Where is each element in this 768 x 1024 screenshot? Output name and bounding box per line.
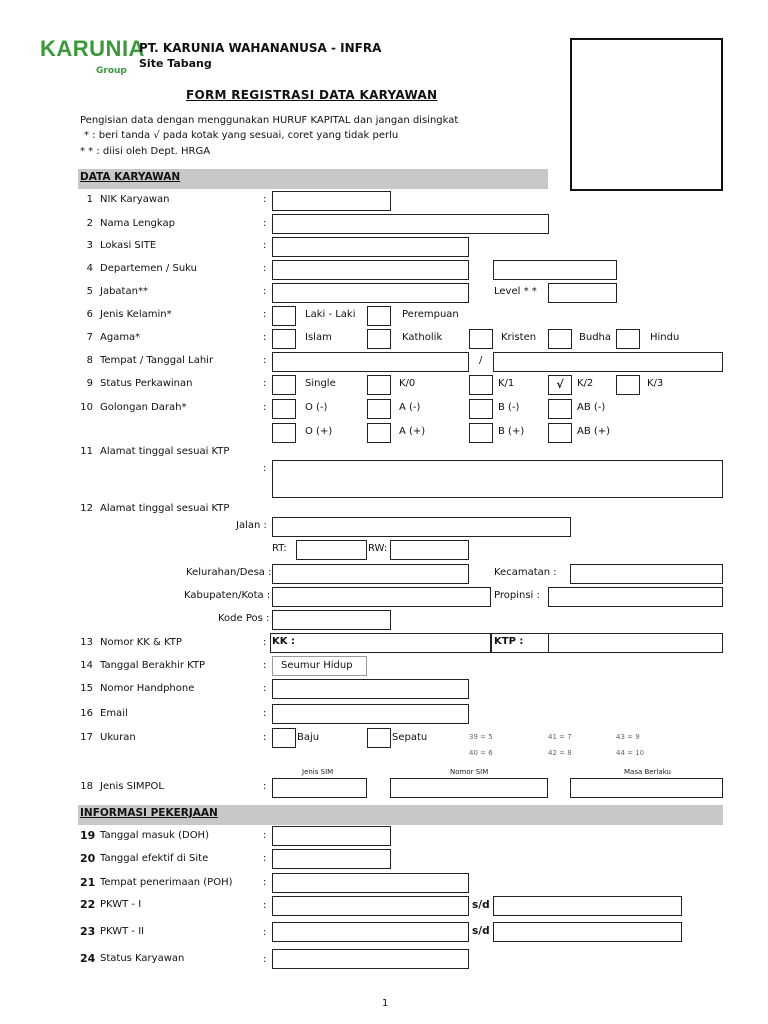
row-number: 8: [86, 355, 93, 366]
checkbox-kristen[interactable]: [469, 329, 493, 349]
size-ref: 42 = 8: [548, 749, 572, 757]
colon: :: [263, 402, 267, 413]
jabatan-input[interactable]: [272, 283, 469, 303]
colon: :: [263, 286, 267, 297]
divider: [548, 633, 549, 653]
label-sd: s/d: [472, 899, 490, 911]
checkbox-k0[interactable]: [367, 375, 391, 395]
checkbox-hindu[interactable]: [616, 329, 640, 349]
label-kabupaten: Kabupaten/Kota :: [184, 590, 271, 601]
option-o-neg: O (-): [305, 402, 328, 413]
colon: :: [263, 781, 267, 792]
label-departemen: Departemen / Suku: [100, 263, 197, 274]
colon: :: [263, 463, 267, 474]
label-level: Level * *: [494, 286, 537, 297]
checkbox-katholik[interactable]: [367, 329, 391, 349]
label-ktp: KTP :: [494, 636, 524, 647]
option-k2: K/2: [577, 378, 594, 389]
row-number: 12: [80, 503, 93, 514]
row-number: 22: [80, 898, 96, 911]
label-simpol: Jenis SIMPOL: [100, 781, 165, 792]
colon: :: [263, 708, 267, 719]
lokasi-input[interactable]: [272, 237, 469, 257]
option-k0: K/0: [399, 378, 416, 389]
site-name: Site Tabang: [139, 57, 212, 70]
company-logo: [40, 36, 145, 80]
checkbox-b-pos[interactable]: [469, 423, 493, 443]
option-katholik: Katholik: [402, 332, 443, 343]
kelurahan-input[interactable]: [272, 564, 469, 584]
label-ttl: Tempat / Tanggal Lahir: [100, 355, 214, 366]
kk-input[interactable]: [270, 633, 491, 653]
pkwt2-start-input[interactable]: [272, 922, 469, 942]
colon: :: [263, 637, 267, 648]
label-nik: NIK Karyawan: [100, 194, 170, 205]
row-number: 23: [80, 925, 96, 938]
colon: :: [263, 263, 267, 274]
ktp-input[interactable]: [491, 633, 723, 653]
option-ab-pos: AB (+): [577, 426, 611, 437]
pkwt1-start-input[interactable]: [272, 896, 469, 916]
checkbox-a-neg[interactable]: [367, 399, 391, 419]
row-number: 1: [86, 194, 93, 205]
checkbox-ab-pos[interactable]: [548, 423, 572, 443]
checkbox-laki[interactable]: [272, 306, 296, 326]
label-rt: RT:: [272, 543, 287, 554]
size-ref: 44 = 10: [616, 749, 645, 757]
row-number: 15: [80, 683, 93, 694]
status-karyawan-input[interactable]: [272, 949, 469, 969]
label-sepatu: Sepatu: [392, 732, 428, 743]
row-number: 10: [80, 402, 93, 413]
checkbox-k2[interactable]: √: [548, 375, 572, 395]
date-separator: /: [479, 355, 483, 366]
nama-input[interactable]: [272, 214, 549, 234]
row-number: 11: [80, 446, 93, 457]
colon: :: [263, 683, 267, 694]
option-b-neg: B (-): [498, 402, 520, 413]
jenis-sim-input[interactable]: [272, 778, 367, 798]
jalan-input[interactable]: [272, 517, 571, 537]
row-number: 6: [86, 309, 93, 320]
section-informasi-pekerjaan: [78, 805, 723, 825]
colon: :: [263, 378, 267, 389]
company-name: PT. KARUNIA WAHANANUSA - INFRA: [139, 41, 382, 55]
checkbox-b-neg[interactable]: [469, 399, 493, 419]
header-masa-berlaku: Masa Berlaku: [624, 768, 671, 776]
option-a-pos: A (+): [399, 426, 426, 437]
instruction-2: * : beri tanda √ pada kotak yang sesuai, coret yang tidak perlu: [84, 130, 399, 141]
option-b-pos: B (+): [498, 426, 525, 437]
rw-input[interactable]: [390, 540, 469, 560]
label-berakhir-ktp: Tanggal Berakhir KTP: [100, 660, 206, 671]
photo-box[interactable]: [570, 38, 723, 191]
label-email: Email: [100, 708, 128, 719]
label-pkwt2: PKWT - II: [100, 926, 145, 937]
label-alamat-tinggal: Alamat tinggal sesuai KTP: [100, 503, 230, 514]
header-jenis-sim: Jenis SIM: [302, 768, 334, 776]
label-status-perkawinan: Status Perkawinan: [100, 378, 193, 389]
label-ukuran: Ukuran: [100, 732, 136, 743]
size-ref: 43 = 9: [616, 733, 640, 741]
checkbox-k1[interactable]: [469, 375, 493, 395]
option-single: Single: [305, 378, 336, 389]
label-nama: Nama Lengkap: [100, 218, 175, 229]
doh-input[interactable]: [272, 826, 391, 846]
option-laki: Laki - Laki: [305, 309, 356, 320]
checkbox-budha[interactable]: [548, 329, 572, 349]
row-number: 3: [86, 240, 93, 251]
label-golongan-darah: Golongan Darah*: [100, 402, 187, 413]
label-jabatan: Jabatan**: [100, 286, 148, 297]
tempat-lahir-input[interactable]: [272, 352, 469, 372]
row-number: 2: [86, 218, 93, 229]
logo-text: KARUNIA: [40, 36, 145, 61]
colon: :: [263, 660, 267, 671]
row-number: 17: [80, 732, 93, 743]
checkbox-islam[interactable]: [272, 329, 296, 349]
colon: :: [263, 355, 267, 366]
colon: :: [263, 900, 267, 911]
label-sd: s/d: [472, 925, 490, 937]
label-kk: KK :: [272, 636, 295, 647]
kabupaten-input[interactable]: [272, 587, 491, 607]
label-tanggal-efektif: Tanggal efektif di Site: [100, 853, 209, 864]
row-number: 4: [86, 263, 93, 274]
colon: :: [263, 954, 267, 965]
propinsi-input[interactable]: [548, 587, 723, 607]
suku-input[interactable]: [493, 260, 617, 280]
checkbox-ab-neg[interactable]: [548, 399, 572, 419]
logo-sub: Group: [96, 66, 127, 76]
section-title: INFORMASI PEKERJAAN: [80, 807, 218, 819]
email-input[interactable]: [272, 704, 469, 724]
colon: :: [263, 732, 267, 743]
checkbox-o-pos[interactable]: [272, 423, 296, 443]
label-propinsi: Propinsi :: [494, 590, 540, 601]
pkwt1-end-input[interactable]: [493, 896, 682, 916]
row-number: 7: [86, 332, 93, 343]
handphone-input[interactable]: [272, 679, 469, 699]
colon: :: [263, 927, 267, 938]
row-number: 13: [80, 637, 93, 648]
option-budha: Budha: [579, 332, 612, 343]
colon: :: [263, 240, 267, 251]
checkbox-a-pos[interactable]: [367, 423, 391, 443]
form-title: FORM REGISTRASI DATA KARYAWAN: [186, 88, 438, 102]
row-number: 18: [80, 781, 93, 792]
row-number: 21: [80, 876, 96, 889]
label-kodepos: Kode Pos :: [218, 613, 270, 624]
row-number: 20: [80, 852, 96, 865]
masa-berlaku-input[interactable]: [570, 778, 723, 798]
berakhir-ktp-value: Seumur Hidup: [281, 660, 353, 671]
pkwt2-end-input[interactable]: [493, 922, 682, 942]
rt-input[interactable]: [296, 540, 367, 560]
label-alamat-ktp: Alamat tinggal sesuai KTP: [100, 446, 230, 457]
colon: :: [263, 309, 267, 320]
label-status-karyawan: Status Karyawan: [100, 953, 185, 964]
option-hindu: Hindu: [650, 332, 680, 343]
row-number: 9: [86, 378, 93, 389]
label-kk-ktp: Nomor KK & KTP: [100, 637, 182, 648]
colon: :: [263, 332, 267, 343]
option-a-neg: A (-): [399, 402, 421, 413]
label-kelurahan: Kelurahan/Desa :: [186, 567, 272, 578]
instruction-3: * * : diisi oleh Dept. HRGA: [80, 146, 211, 157]
checkbox-single[interactable]: [272, 375, 296, 395]
label-rw: RW:: [368, 543, 388, 554]
section-data-karyawan: [78, 169, 548, 189]
option-islam: Islam: [305, 332, 332, 343]
size-ref: 40 = 6: [469, 749, 493, 757]
option-ab-neg: AB (-): [577, 402, 606, 413]
label-doh: Tanggal masuk (DOH): [100, 830, 209, 841]
row-number: 19: [80, 829, 96, 842]
colon: :: [263, 218, 267, 229]
size-ref: 39 = 5: [469, 733, 493, 741]
nomor-sim-input[interactable]: [390, 778, 548, 798]
row-number: 16: [80, 708, 93, 719]
label-pkwt1: PKWT - I: [100, 899, 142, 910]
baju-size-input[interactable]: [272, 728, 296, 748]
colon: :: [263, 830, 267, 841]
kodepos-input[interactable]: [272, 610, 391, 630]
alamat-ktp-textarea[interactable]: [272, 460, 723, 498]
berakhir-ktp-input[interactable]: [272, 656, 367, 676]
option-perempuan: Perempuan: [402, 309, 459, 320]
row-number: 24: [80, 952, 96, 965]
checkbox-o-neg[interactable]: [272, 399, 296, 419]
label-poh: Tempat penerimaan (POH): [100, 877, 233, 888]
label-agama: Agama*: [100, 332, 141, 343]
departemen-input[interactable]: [272, 260, 469, 280]
tanggal-efektif-input[interactable]: [272, 849, 391, 869]
label-lokasi: Lokasi SITE: [100, 240, 157, 251]
label-jalan: Jalan :: [236, 520, 267, 531]
colon: :: [263, 877, 267, 888]
checkbox-k3[interactable]: [616, 375, 640, 395]
tanggal-lahir-input[interactable]: [493, 352, 723, 372]
size-ref: 41 = 7: [548, 733, 572, 741]
colon: :: [263, 853, 267, 864]
sepatu-size-input[interactable]: [367, 728, 391, 748]
header-nomor-sim: Nomor SIM: [450, 768, 489, 776]
poh-input[interactable]: [272, 873, 469, 893]
checkbox-perempuan[interactable]: [367, 306, 391, 326]
instruction-1: Pengisian data dengan menggunakan HURUF KAPITAL dan jangan disingkat: [80, 115, 459, 126]
page-number: 1: [382, 998, 389, 1009]
option-o-pos: O (+): [305, 426, 333, 437]
row-number: 14: [80, 660, 93, 671]
label-handphone: Nomor Handphone: [100, 683, 195, 694]
section-title: DATA KARYAWAN: [80, 171, 181, 183]
row-number: 5: [86, 286, 93, 297]
nik-input[interactable]: [272, 191, 391, 211]
option-kristen: Kristen: [501, 332, 537, 343]
option-k1: K/1: [498, 378, 515, 389]
label-kecamatan: Kecamatan :: [494, 567, 557, 578]
kecamatan-input[interactable]: [570, 564, 723, 584]
colon: :: [263, 194, 267, 205]
label-baju: Baju: [297, 732, 320, 743]
level-input[interactable]: [548, 283, 617, 303]
label-jenis-kelamin: Jenis Kelamin*: [100, 309, 172, 320]
option-k3: K/3: [647, 378, 664, 389]
